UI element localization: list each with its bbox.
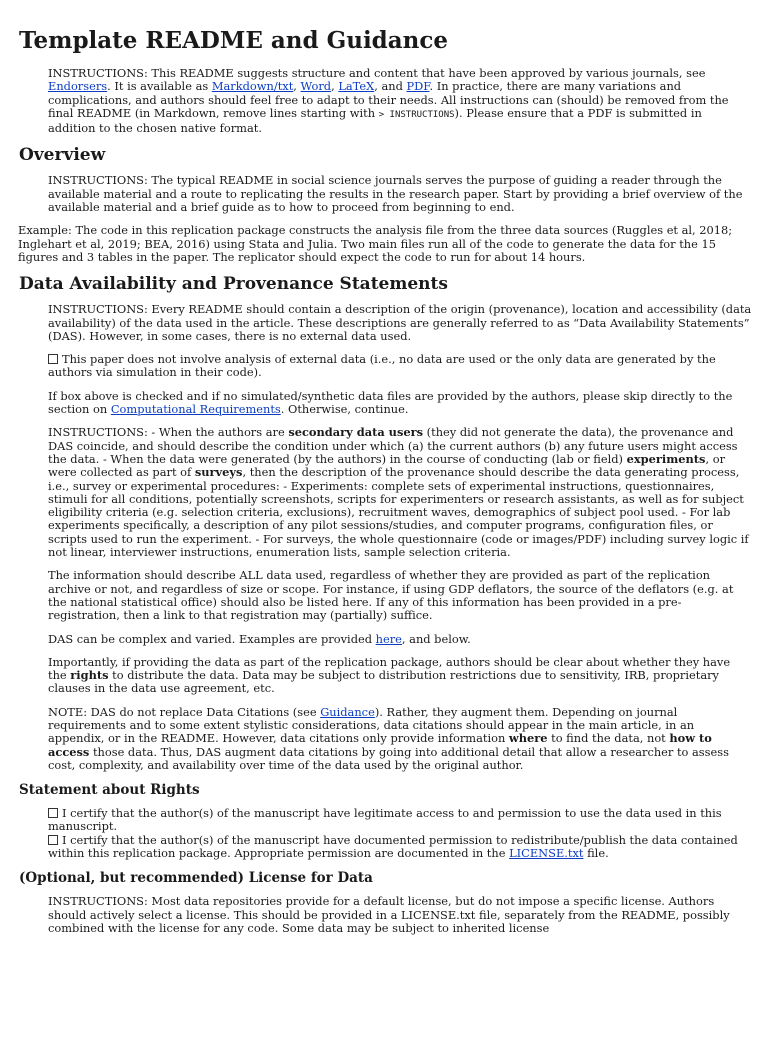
das-heading: Data Availability and Provenance Statements bbox=[19, 274, 448, 295]
das-text: to distribute the data. Data may be subject to distribution restrictions due to sensitivity, IRB, proprietary clauses in the data use agreement, etc. bbox=[48, 668, 719, 696]
das-text: INSTRUCTIONS: - When the authors are bbox=[48, 425, 289, 440]
page-title: Template README and Guidance bbox=[19, 27, 449, 54]
overview-example: Example: The code in this replication package constructs the analysis file from the three data sources (Ruggles et al, 2018; Inglehart et al, 2019; BEA, 2016) using Stata and Julia. Two main files run all of the code to generate the data for the 15 figures and 3 tables in the paper. The replicator should expect the code to run for about 14 hours. bbox=[18, 223, 733, 264]
intro-text: , bbox=[293, 79, 301, 94]
das-text: , then the description of the provenance should describe the data generating process, i.e., survey or experimental procedures: - Experiments: complete sets of experimental instructions, questionnaires, stimuli for all conditions, potentially screenshots, scripts for experimenters or research assistants, as well as for subject eligibility criteria (e.g. selection criteria, exclusions), recruitment waves, demographics of subject pool used. - For lab experiments specifically, a description of any pilot sessions/studies, and computer programs, configuration files, or scripts used to run the experiment. - For surveys, the whole questionnaire (code or images/PDF) including survey logic if not linear, interviewer instructions, enumeration lists, sample selection criteria. bbox=[48, 465, 749, 560]
das-skip-note bbox=[48, 390, 752, 417]
das-text: If box above is checked and if no simulated/synthetic data files are provided by the authors, please skip directly to the section on bbox=[48, 388, 733, 417]
license-instructions: INSTRUCTIONS: Most data repositories provide for a default license, but do not impose a specific license. Authors should actively select a license. This should be provided in a LICENSE.txt file, separately from the README, possibly combined with the license for any code. Some data may be subject to inherited license bbox=[48, 894, 730, 935]
checkbox-label: I certify that the author(s) of the manuscript have legitimate access to and permission to use the data used in this manuscript. bbox=[48, 806, 722, 834]
bold-term: secondary data users bbox=[288, 425, 424, 440]
das-secondary-data-instructions bbox=[48, 426, 752, 559]
bold-term: surveys bbox=[194, 465, 243, 480]
das-text: to find the data, not bbox=[547, 731, 670, 746]
das-examples-link[interactable]: here bbox=[375, 631, 402, 646]
bold-term: rights bbox=[70, 668, 109, 683]
no-external-data-item bbox=[48, 353, 758, 380]
das-text: those data. Thus, DAS augment data citations by going into additional detail that allow a researcher to assess cost, complexity, and availability over time of the data used by the original author. bbox=[48, 744, 729, 772]
das-text: ). Rather, they augment them. Depending on journal requirements and to some extent stylistic considerations, data citations should appear in the main article, in an appendix, or in the README. However, data citations only provide information bbox=[48, 704, 695, 746]
instructions-code: > INSTRUCTIONS bbox=[378, 109, 455, 120]
endorsers-link[interactable]: Endorsers bbox=[48, 79, 108, 94]
guidance-link[interactable]: Guidance bbox=[320, 704, 375, 719]
overview-heading: Overview bbox=[19, 145, 106, 166]
intro-text: INSTRUCTIONS: This README suggests structure and content that have been approved by various journals, see bbox=[48, 66, 706, 80]
legitimate-access-checkbox[interactable] bbox=[48, 808, 58, 818]
computational-requirements-link[interactable]: Computational Requirements bbox=[110, 402, 281, 417]
checkbox-label: file. bbox=[583, 846, 609, 861]
pdf-link[interactable]: PDF bbox=[406, 79, 430, 94]
checkbox-label: This paper does not involve analysis of external data (i.e., no data are used or the only data are generated by the authors via simulation in their code). bbox=[48, 352, 716, 380]
intro-text: . In practice, there are many variations and complications, and authors should feel free to adapt to their needs. All instructions can (should) be removed from the final README (in Markdown, remove lines starting with bbox=[48, 79, 729, 120]
das-note-paragraph bbox=[48, 706, 752, 772]
das-text: NOTE: DAS do not replace Data Citations (see bbox=[48, 704, 321, 719]
intro-text: , and bbox=[374, 79, 407, 94]
bold-term: experiments bbox=[626, 451, 706, 466]
das-all-data-paragraph: The information should describe ALL data used, regardless of whether they are provided as part of the replication archive or not, and regardless of size or scope. For instance, if using GDP deflators, the source of the deflators (e.g. at the national statistical office) should also be listed here. If any of this information has been provided in a pre-registration, then a link to that registration may (partially) suffice. bbox=[48, 568, 734, 623]
bold-term: how to access bbox=[48, 731, 712, 759]
intro-instructions bbox=[48, 67, 752, 135]
word-link[interactable]: Word bbox=[300, 79, 332, 94]
no-external-data-checkbox[interactable] bbox=[48, 354, 58, 364]
redistribution-permission-checkbox[interactable] bbox=[48, 835, 58, 845]
das-text: Importantly, if providing the data as part of the replication package, authors should be clear about whether they have the bbox=[48, 654, 731, 683]
das-text: DAS can be complex and varied. Examples are provided bbox=[48, 631, 376, 646]
das-text: , or were collected as part of bbox=[48, 451, 726, 480]
intro-text: . It is available as bbox=[107, 79, 212, 94]
license-heading: (Optional, but recommended) License for Data bbox=[19, 870, 373, 887]
intro-text: , bbox=[331, 79, 339, 94]
das-examples-paragraph bbox=[48, 633, 752, 646]
overview-instructions: INSTRUCTIONS: The typical README in social science journals serves the purpose of guiding a reader through the available material and a route to replicating the results in the research paper. Start by providing a brief overview of the available material and a brief guide as to how to proceed from beginning to end. bbox=[48, 173, 743, 215]
checkbox-label: I certify that the author(s) of the manuscript have documented permission to redistribute/publish the data contained within this replication package. Appropriate permission are documented in the bbox=[48, 832, 738, 861]
das-text: (they did not generate the data), the provenance and DAS coincide, and should describe the condition under which (a) the current authors (b) any future users might access the data. - When the data were generated (by the authors) in the course of conducting (lab or field) bbox=[48, 425, 738, 466]
intro-text: ). Please ensure that a PDF is submitted in addition to the chosen native format. bbox=[48, 105, 702, 136]
latex-link[interactable]: LaTeX bbox=[338, 79, 375, 94]
readme-document bbox=[0, 27, 770, 935]
license-file-link[interactable]: LICENSE.txt bbox=[509, 846, 584, 861]
rights-heading: Statement about Rights bbox=[19, 782, 200, 799]
markdown-link[interactable]: Markdown/txt bbox=[211, 79, 294, 94]
bold-term: where bbox=[508, 731, 548, 746]
das-rights-paragraph bbox=[48, 656, 752, 696]
rights-checklist bbox=[48, 807, 758, 860]
das-instructions: INSTRUCTIONS: Every README should contain a description of the origin (provenance), location and accessibility (data availability) of the data used in the article. These descriptions are generally referred to as “Data Availability Statements” (DAS). However, in some cases, there is no external data used. bbox=[48, 302, 752, 343]
das-text: , and below. bbox=[401, 631, 471, 646]
das-text: . Otherwise, continue. bbox=[280, 402, 409, 417]
